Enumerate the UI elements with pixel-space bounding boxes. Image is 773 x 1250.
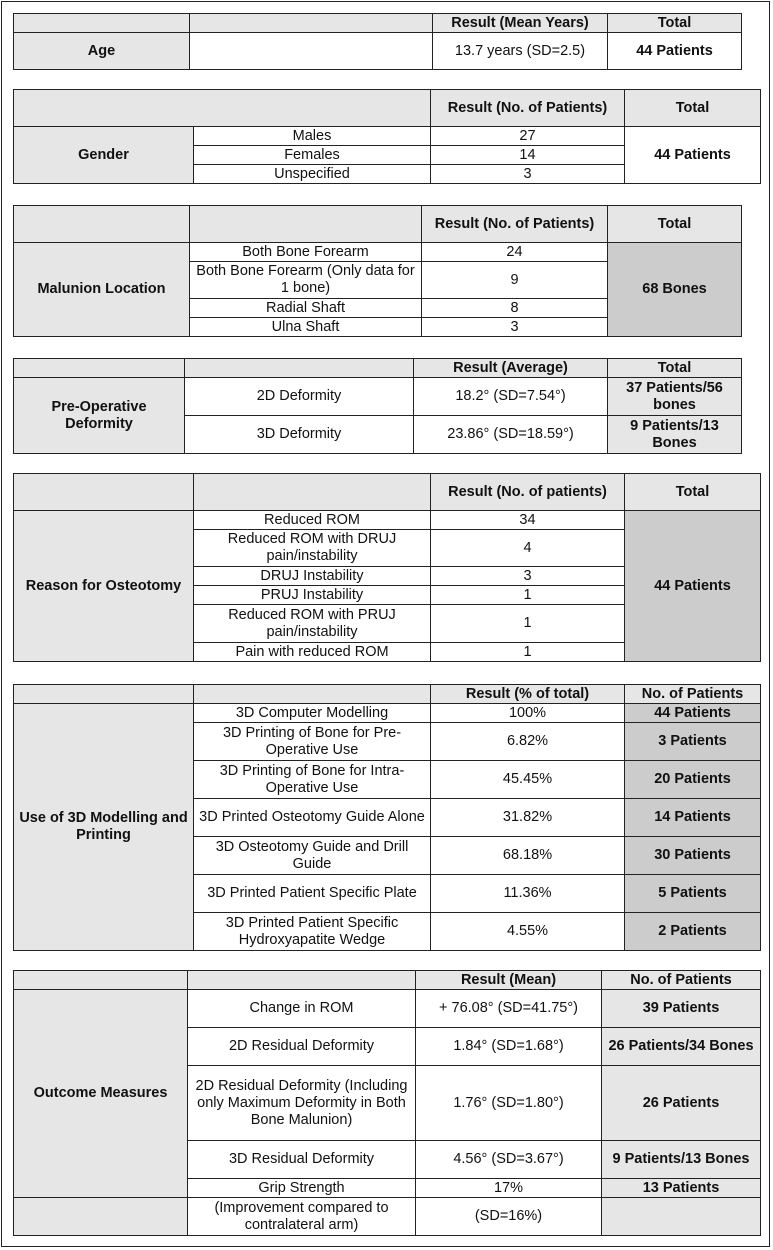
reason-value: 4 <box>431 530 625 567</box>
gender-value: 3 <box>431 165 625 184</box>
use3d-item: 3D Osteotomy Guide and Drill Guide <box>194 837 431 875</box>
malunion-header-blank-1 <box>14 206 190 243</box>
outcome-total <box>602 1198 761 1236</box>
age-blank-cell <box>190 33 433 70</box>
preop-header-total: Total <box>608 359 742 378</box>
gender-value: 27 <box>431 127 625 146</box>
outcome-value: 4.56° (SD=3.67°) <box>416 1141 602 1179</box>
age-label: Age <box>14 33 190 70</box>
reason-value: 34 <box>431 511 625 530</box>
outcome-total: 26 Patients/34 Bones <box>602 1028 761 1066</box>
outcome-total: 26 Patients <box>602 1066 761 1141</box>
age-result: 13.7 years (SD=2.5) <box>433 33 608 70</box>
reason-value: 1 <box>431 643 625 662</box>
use3d-total: 2 Patients <box>625 913 761 951</box>
malunion-value: 24 <box>422 243 608 262</box>
use3d-total: 44 Patients <box>625 704 761 723</box>
malunion-header-result: Result (No. of Patients) <box>422 206 608 243</box>
use3d-total: 14 Patients <box>625 799 761 837</box>
outcome-header-blank-1 <box>14 971 188 990</box>
use3d-value: 45.45% <box>431 761 625 799</box>
reason-label: Reason for Osteotomy <box>14 511 194 662</box>
use3d-total: 20 Patients <box>625 761 761 799</box>
use3d-value: 68.18% <box>431 837 625 875</box>
malunion-header-blank-2 <box>190 206 422 243</box>
preop-table <box>13 358 742 454</box>
age-total: 44 Patients <box>608 33 742 70</box>
outcome-total: 9 Patients/13 Bones <box>602 1141 761 1179</box>
preop-header-blank-1 <box>14 359 185 378</box>
reason-header-result: Result (No. of patients) <box>431 474 625 511</box>
use3d-label: Use of 3D Modelling and Printing <box>14 704 194 951</box>
outcome-header-total: No. of Patients <box>602 971 761 990</box>
malunion-item: Both Bone Forearm <box>190 243 422 262</box>
use3d-value: 31.82% <box>431 799 625 837</box>
gender-label: Gender <box>14 127 194 184</box>
malunion-total: 68 Bones <box>608 243 742 337</box>
use3d-item: 3D Printed Patient Specific Plate <box>194 875 431 913</box>
preop-label: Pre-Operative Deformity <box>14 378 185 454</box>
use3d-item: 3D Printing of Bone for Intra-Operative Use <box>194 761 431 799</box>
outcome-table <box>13 970 761 1236</box>
outcome-value: 1.76° (SD=1.80°) <box>416 1066 602 1141</box>
reason-value: 3 <box>431 567 625 586</box>
gender-header-blank <box>14 90 431 127</box>
use3d-value: 100% <box>431 704 625 723</box>
malunion-value: 3 <box>422 318 608 337</box>
gender-header-total: Total <box>625 90 761 127</box>
preop-total: 37 Patients/56 bones <box>608 378 742 416</box>
reason-table <box>13 473 761 662</box>
outcome-value: + 76.08° (SD=41.75°) <box>416 990 602 1028</box>
preop-header-blank-2 <box>185 359 414 378</box>
outcome-label: Outcome Measures <box>14 990 188 1198</box>
use3d-item: 3D Computer Modelling <box>194 704 431 723</box>
reason-item: DRUJ Instability <box>194 567 431 586</box>
use3d-table <box>13 684 761 951</box>
use3d-header-result: Result (% of total) <box>431 685 625 704</box>
outcome-header-blank-2 <box>188 971 416 990</box>
gender-header-result: Result (No. of Patients) <box>431 90 625 127</box>
outcome-item: Change in ROM <box>188 990 416 1028</box>
outcome-item: (Improvement compared to contralateral arm) <box>188 1198 416 1236</box>
use3d-header-blank-2 <box>194 685 431 704</box>
outcome-total: 13 Patients <box>602 1179 761 1198</box>
use3d-item: 3D Printed Osteotomy Guide Alone <box>194 799 431 837</box>
reason-item: PRUJ Instability <box>194 586 431 605</box>
use3d-header-blank-1 <box>14 685 194 704</box>
age-header-result: Result (Mean Years) <box>433 14 608 33</box>
outcome-item: 3D Residual Deformity <box>188 1141 416 1179</box>
use3d-item: 3D Printing of Bone for Pre-Operative Use <box>194 723 431 761</box>
preop-item: 2D Deformity <box>185 378 414 416</box>
age-header-blank-2 <box>190 14 433 33</box>
use3d-header-total: No. of Patients <box>625 685 761 704</box>
reason-total: 44 Patients <box>625 511 761 662</box>
preop-header-result: Result (Average) <box>414 359 608 378</box>
gender-table <box>13 89 761 184</box>
preop-value: 23.86° (SD=18.59°) <box>414 416 608 454</box>
reason-item: Reduced ROM with PRUJ pain/instability <box>194 605 431 643</box>
age-header-total: Total <box>608 14 742 33</box>
gender-item: Males <box>194 127 431 146</box>
outcome-total: 39 Patients <box>602 990 761 1028</box>
use3d-total: 5 Patients <box>625 875 761 913</box>
gender-item: Unspecified <box>194 165 431 184</box>
age-table <box>13 13 742 70</box>
preop-item: 3D Deformity <box>185 416 414 454</box>
reason-item: Pain with reduced ROM <box>194 643 431 662</box>
outcome-value: 1.84° (SD=1.68°) <box>416 1028 602 1066</box>
outcome-header-result: Result (Mean) <box>416 971 602 990</box>
outcome-item: 2D Residual Deformity <box>188 1028 416 1066</box>
preop-value: 18.2° (SD=7.54°) <box>414 378 608 416</box>
age-header-blank-1 <box>14 14 190 33</box>
use3d-total: 30 Patients <box>625 837 761 875</box>
reason-header-blank-2 <box>194 474 431 511</box>
use3d-item: 3D Printed Patient Specific Hydroxyapatite Wedge <box>194 913 431 951</box>
outcome-item: Grip Strength <box>188 1179 416 1198</box>
malunion-item: Both Bone Forearm (Only data for 1 bone) <box>190 262 422 299</box>
use3d-value: 6.82% <box>431 723 625 761</box>
preop-total: 9 Patients/13 Bones <box>608 416 742 454</box>
malunion-table <box>13 205 742 337</box>
use3d-total: 3 Patients <box>625 723 761 761</box>
use3d-value: 11.36% <box>431 875 625 913</box>
outcome-value: 17% <box>416 1179 602 1198</box>
gender-value: 14 <box>431 146 625 165</box>
reason-item: Reduced ROM <box>194 511 431 530</box>
reason-value: 1 <box>431 605 625 643</box>
reason-header-total: Total <box>625 474 761 511</box>
reason-value: 1 <box>431 586 625 605</box>
malunion-label: Malunion Location <box>14 243 190 337</box>
reason-item: Reduced ROM with DRUJ pain/instability <box>194 530 431 567</box>
malunion-header-total: Total <box>608 206 742 243</box>
gender-item: Females <box>194 146 431 165</box>
malunion-item: Radial Shaft <box>190 299 422 318</box>
malunion-item: Ulna Shaft <box>190 318 422 337</box>
use3d-value: 4.55% <box>431 913 625 951</box>
reason-header-blank-1 <box>14 474 194 511</box>
outcome-value: (SD=16%) <box>416 1198 602 1236</box>
gender-total: 44 Patients <box>625 127 761 184</box>
malunion-value: 8 <box>422 299 608 318</box>
outcome-label-blank <box>14 1198 188 1236</box>
malunion-value: 9 <box>422 262 608 299</box>
outcome-item: 2D Residual Deformity (Including only Maximum Deformity in Both Bone Malunion) <box>188 1066 416 1141</box>
